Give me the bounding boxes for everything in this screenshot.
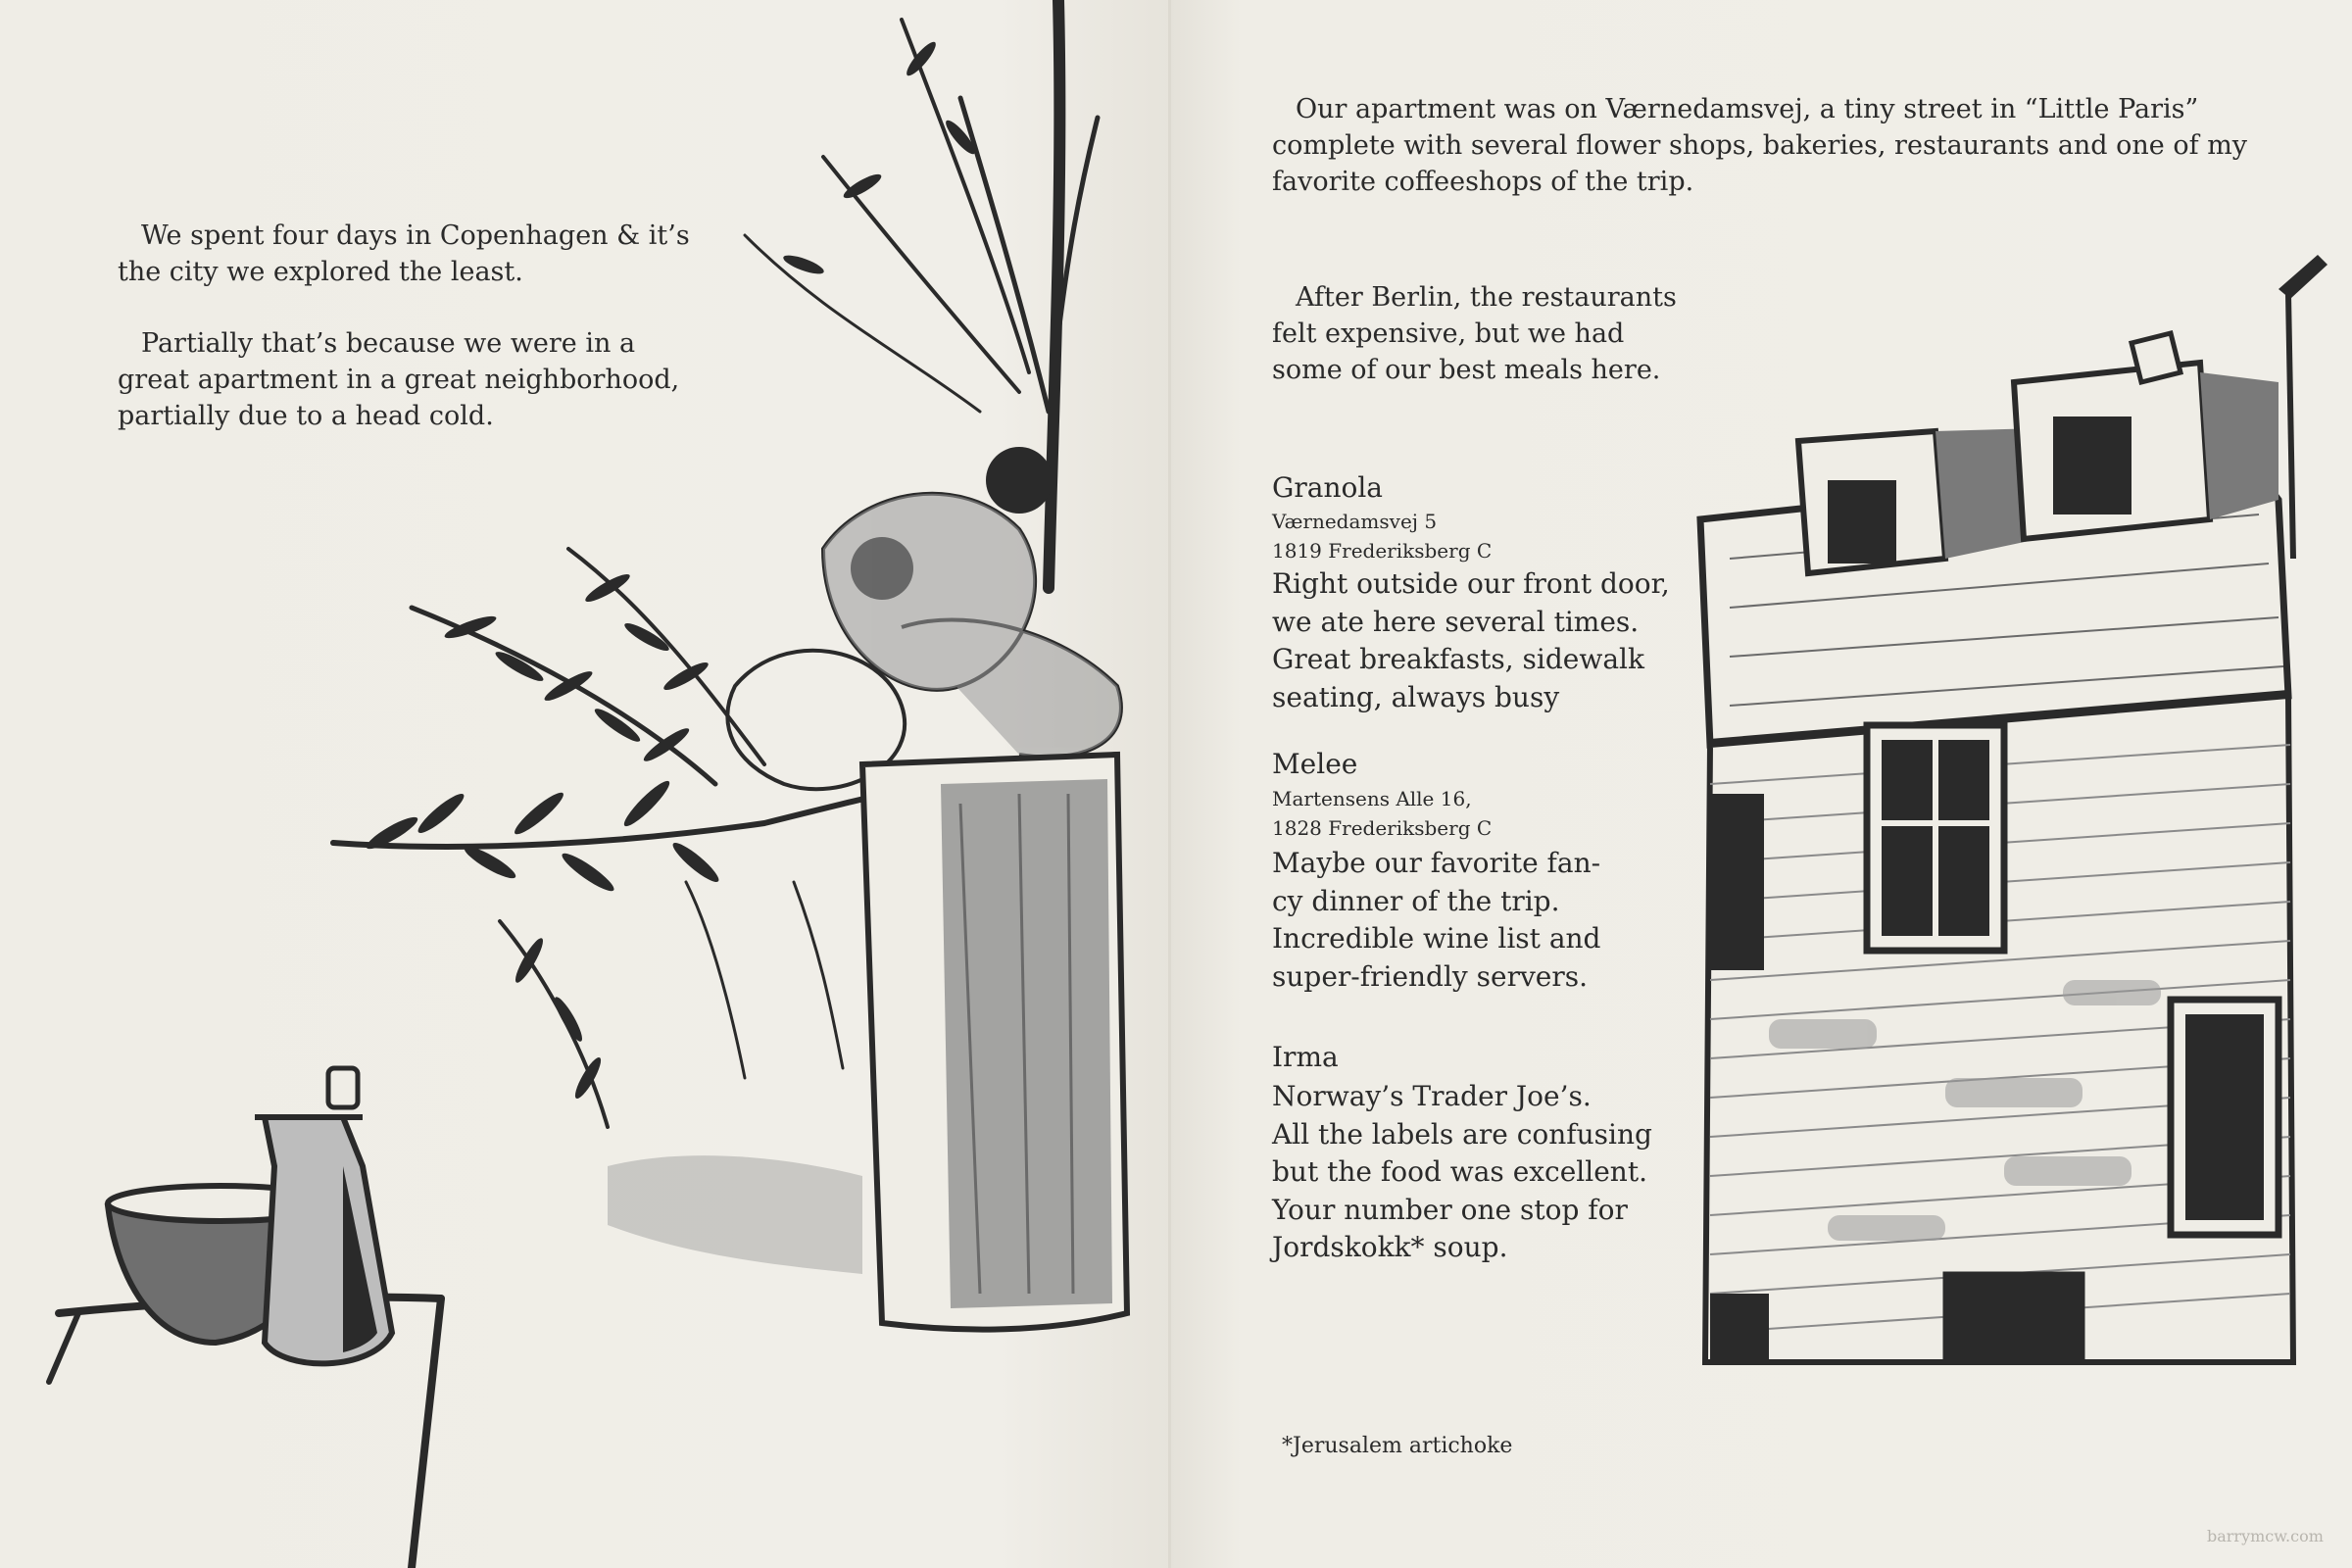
place-address-granola: Værnedamsvej 5 1819 Frederiksberg C <box>1272 510 1493 563</box>
apartment-paragraph: Our apartment was on Værnedamsvej, a tiny street in “Little Paris” complete with several flower shops, bakeries, restaurants and one of my favorite coffeeshops of the trip. <box>1272 94 2248 197</box>
berlin-paragraph: After Berlin, the restaurants felt expensive, but we had some of our best meals here. <box>1272 282 1677 385</box>
place-name-irma: Irma <box>1272 1041 1339 1073</box>
place-description-irma: Norway’s Trader Joe’s. All the labels are confusing but the food was excellent. Your number one stop for Jordskokk* soup. <box>1272 1080 1652 1263</box>
jug-bowl-illustration <box>59 1049 568 1568</box>
intro-paragraph-2: Partially that’s because we were in a great apartment in a great neighborhood, partially due to a head cold. <box>118 328 680 431</box>
right-page <box>1171 0 2352 1568</box>
left-page <box>0 0 1171 1568</box>
place-description-granola: Right outside our front door, we ate here several times. Great breakfasts, sidewalk seating, always busy <box>1272 567 1670 713</box>
footnote: *Jerusalem artichoke <box>1282 1434 1513 1458</box>
place-description-melee: Maybe our favorite fan- cy dinner of the trip. Incredible wine list and super-friendly servers. <box>1272 847 1601 993</box>
place-name-melee: Melee <box>1272 748 1358 780</box>
watermark: barrymcw.com <box>2207 1527 2324 1545</box>
place-name-granola: Granola <box>1272 471 1383 504</box>
intro-paragraph-1: We spent four days in Copenhagen & it’s the city we explored the least. <box>118 220 690 287</box>
place-address-melee: Martensens Alle 16, 1828 Frederiksberg C <box>1272 787 1493 840</box>
building-illustration <box>1690 235 2352 1372</box>
